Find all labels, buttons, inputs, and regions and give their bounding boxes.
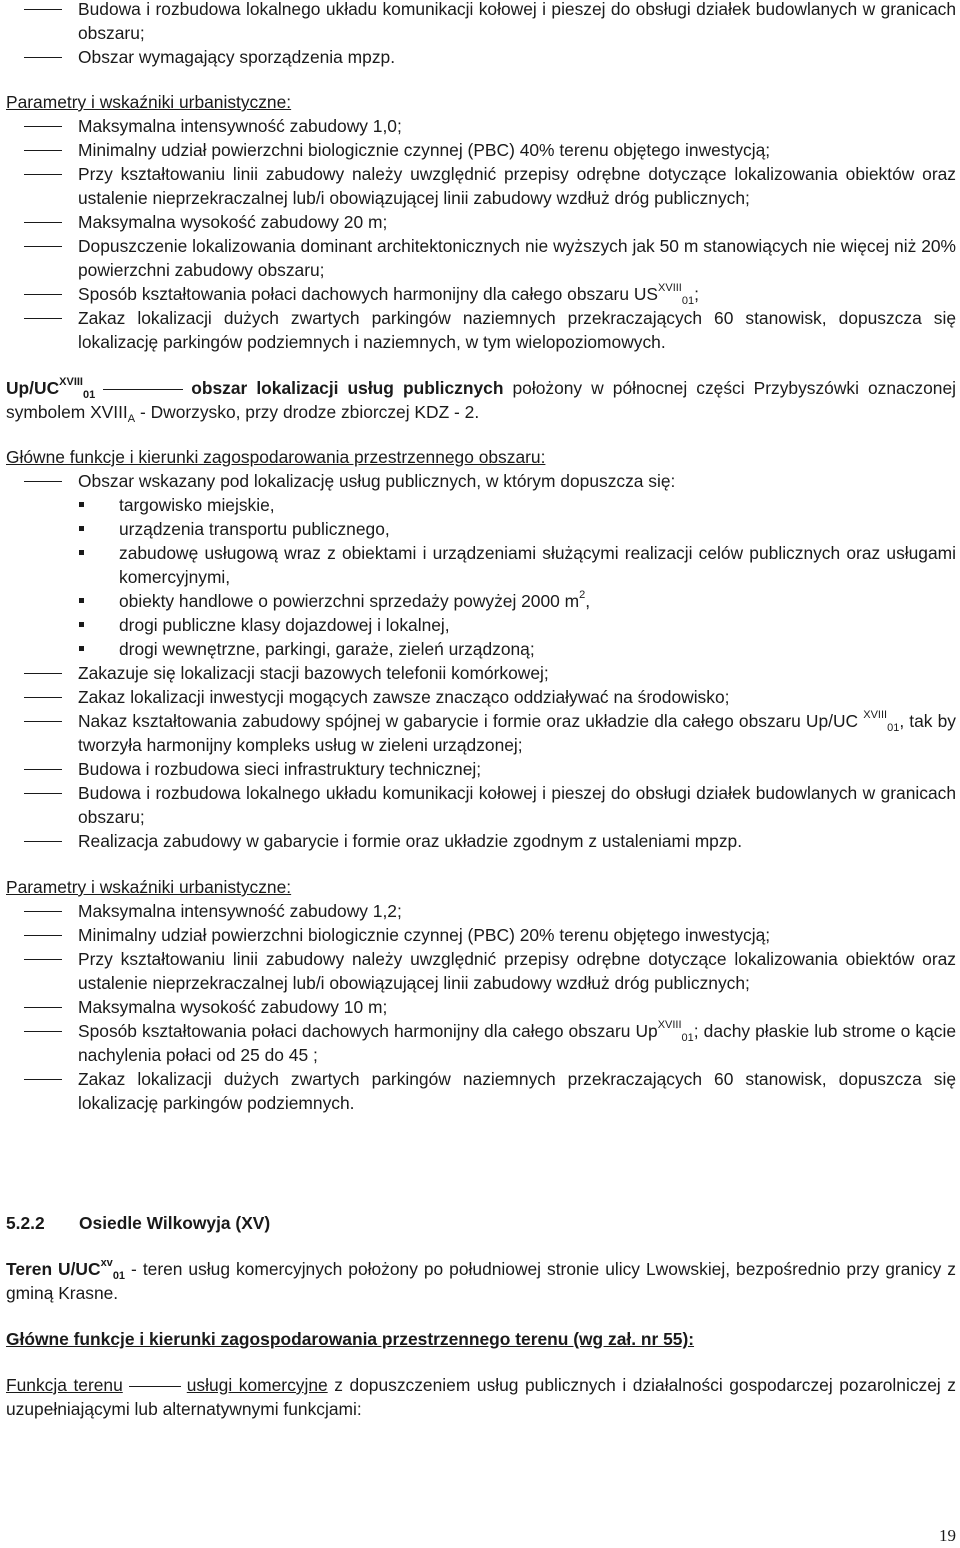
list-item: Dopuszczenie lokalizowania dominant architektonicznych nie wyższych jak 50 m stanowiących nie więcej niż 20% powierzchni zabudowy obszaru; bbox=[6, 234, 956, 282]
sub-list-item: targowisko miejskie, bbox=[6, 493, 956, 517]
list-item: Maksymalna intensywność zabudowy 1,0; bbox=[6, 114, 956, 138]
list-item: Budowa i rozbudowa lokalnego układu komunikacji kołowej i pieszej do obsługi działek budowlanych w granicach obszaru; bbox=[6, 0, 956, 45]
top-list bbox=[6, 0, 956, 69]
params-heading: Parametry i wskaźniki urbanistyczne: bbox=[6, 92, 292, 112]
list-item: Przy kształtowaniu linii zabudowy należy uwzględnić przepisy odrębne dotyczące lokalizowania obiektów oraz ustalenie nieprzekraczalnej lub/i obowiązującej linii zabudowy wzdłuż dróg publicznych; bbox=[6, 947, 956, 995]
sub-list-item: drogi publiczne klasy dojazdowej i lokalnej, bbox=[6, 613, 956, 637]
functions-heading-2: Główne funkcje i kierunki zagospodarowania przestrzennego terenu (wg zał. nr 55): bbox=[6, 1329, 695, 1349]
list-item: Sposób kształtowania połaci dachowych harmonijny dla całego obszaru $Up^{XVIII}_{01}$; dachy płaskie lub strome o kącie nachylenia połaci od 25 do 45 ; bbox=[6, 1019, 956, 1067]
section-title: Osiedle Wilkowyja (XV) bbox=[79, 1213, 271, 1233]
list-item: Minimalny udział powierzchni biologicznie czynnej (PBC) 20% terenu objętego inwestycją; bbox=[6, 923, 956, 947]
functions-list-2 bbox=[6, 661, 956, 853]
list-item: Sposób kształtowania połaci dachowych harmonijny dla całego obszaru $US^{XVIII}_{01}$; bbox=[6, 282, 956, 306]
list-item: Zakaz lokalizacji inwestycji mogących zawsze znacząco oddziaływać na środowisko; bbox=[6, 685, 956, 709]
list-item: Realizacja zabudowy w gabarycie i formie oraz układzie zgodnym z ustaleniami mpzp. bbox=[6, 829, 956, 853]
list-item: Budowa i rozbudowa lokalnego układu komunikacji kołowej i pieszej do obsługi działek budowlanych w granicach obszaru; bbox=[6, 781, 956, 829]
list-item: Maksymalna intensywność zabudowy 1,2; bbox=[6, 899, 956, 923]
list-item: Maksymalna wysokość zabudowy 20 m; bbox=[6, 210, 956, 234]
list-item: Minimalny udział powierzchni biologicznie czynnej (PBC) 40% terenu objętego inwestycją; bbox=[6, 138, 956, 162]
page-number: 19 bbox=[939, 1526, 956, 1545]
params-heading-2: Parametry i wskaźniki urbanistyczne: bbox=[6, 877, 292, 897]
list-item: Zakazuje się lokalizacji stacji bazowych telefonii komórkowej; bbox=[6, 661, 956, 685]
sub-list-item: obiekty handlowe o powierzchni sprzedaży powyżej 2000 $m^2$, bbox=[6, 589, 956, 613]
sub-list-item: zabudowę usługową wraz z obiektami i urządzeniami służącymi realizacji celów publicznych oraz usługami komercyjnymi, bbox=[6, 541, 956, 589]
section-heading bbox=[6, 1211, 956, 1235]
list-item: Nakaz kształtowania zabudowy spójnej w gabarycie i formie oraz układzie dla całego obszaru Up/UC $^{XVIII}_{01}$, tak by tworzyła harmonijny kompleks usług w zieleni urządzonej; bbox=[6, 709, 956, 757]
funkcja-terenu: Funkcja terenu usługi komercyjne z dopuszczeniem usług publicznych i działalności gospodarczej pozarolniczej z uzupełniającymi lub alternatywnymi funkcjami: bbox=[6, 1375, 956, 1419]
list-item: Maksymalna wysokość zabudowy 10 m; bbox=[6, 995, 956, 1019]
list-item: Obszar wymagający sporządzenia mpzp. bbox=[6, 45, 956, 69]
document-page bbox=[6, 0, 956, 1421]
list-item: Przy kształtowaniu linii zabudowy należy uwzględnić przepisy odrębne dotyczące lokalizowania obiektów oraz ustalenie nieprzekraczalnej lub/i obowiązującej linii zabudowy wzdłuż dróg publicznych; bbox=[6, 162, 956, 210]
functions-list bbox=[6, 469, 956, 493]
section-number: 5.2.2 bbox=[6, 1213, 45, 1233]
teren-description: Teren $U/UC^{xv}_{01}$ - teren usług komercyjnych położony po południowej stronie ulicy Lwowskiej, bezpośrednio przy granicy z gminą Krasne. bbox=[6, 1257, 956, 1303]
functions-sublist bbox=[6, 493, 956, 661]
functions-heading: Główne funkcje i kierunki zagospodarowania przestrzennego obszaru: bbox=[6, 447, 546, 467]
area-description: $Up/UC^{XVIII}_{01}$ obszar lokalizacji usług publicznych położony w północnej części Przybyszówki oznaczonej symbolem $XVIII_A$ - Dworzysko, przy drodze zbiorczej KDZ - 2. bbox=[6, 376, 956, 425]
params-list-2 bbox=[6, 899, 956, 1115]
list-item: Budowa i rozbudowa sieci infrastruktury technicznej; bbox=[6, 757, 956, 781]
list-item: Zakaz lokalizacji dużych zwartych parkingów naziemnych przekraczających 60 stanowisk, dopuszcza się lokalizację parkingów podziemnych i naziemnych, w tym wielopoziomowych. bbox=[6, 306, 956, 354]
dash-separator bbox=[129, 1386, 181, 1387]
list-item: Zakaz lokalizacji dużych zwartych parkingów naziemnych przekraczających 60 stanowisk, dopuszcza się lokalizację parkingów podziemnych. bbox=[6, 1067, 956, 1115]
dash-separator bbox=[103, 389, 183, 390]
sub-list-item: drogi wewnętrzne, parkingi, garaże, zieleń urządzoną; bbox=[6, 637, 956, 661]
params-list bbox=[6, 114, 956, 354]
sub-list-item: urządzenia transportu publicznego, bbox=[6, 517, 956, 541]
list-item: Obszar wskazany pod lokalizację usług publicznych, w którym dopuszcza się: bbox=[6, 469, 956, 493]
